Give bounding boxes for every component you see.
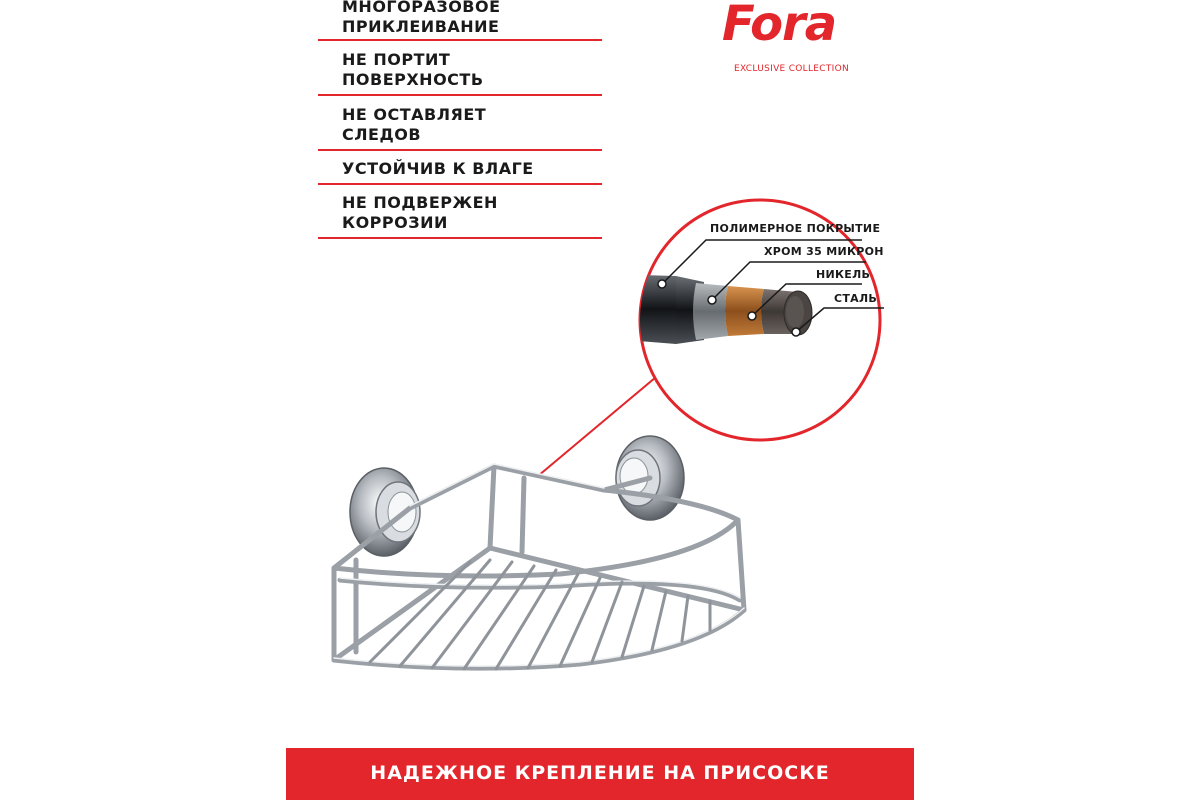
brand-name: Fora xyxy=(722,0,837,52)
feature-line: НЕ ПОРТИТ xyxy=(342,50,451,69)
feature-line: ПОВЕРХНОСТЬ xyxy=(342,70,484,89)
banner-text: НАДЕЖНОЕ КРЕПЛЕНИЕ НА ПРИСОСКЕ xyxy=(370,762,830,784)
feature-line: НЕ ПОДВЕРЖЕН xyxy=(342,193,498,212)
feature-line: КОРРОЗИИ xyxy=(342,213,448,232)
layer-label-chrome: ХРОМ 35 МИКРОН xyxy=(764,245,884,258)
feature-line: СЛЕДОВ xyxy=(342,125,422,144)
suction-cup-left xyxy=(350,468,420,556)
feature-line: МНОГОРАЗОВОЕ xyxy=(342,0,501,16)
feature-line: ПРИКЛЕИВАНИЕ xyxy=(342,17,500,36)
layer-label-nickel: НИКЕЛЬ xyxy=(816,268,871,281)
layer-label-steel: СТАЛЬ xyxy=(834,292,878,305)
layer-label-polymer: ПОЛИМЕРНОЕ ПОКРЫТИЕ xyxy=(710,222,881,235)
feature-line: УСТОЙЧИВ К ВЛАГЕ xyxy=(342,159,534,178)
brand-tagline: EXCLUSIVE COLLECTION xyxy=(734,64,850,74)
feature-line: НЕ ОСТАВЛЯЕТ xyxy=(342,105,487,124)
bottom-banner xyxy=(286,748,914,800)
